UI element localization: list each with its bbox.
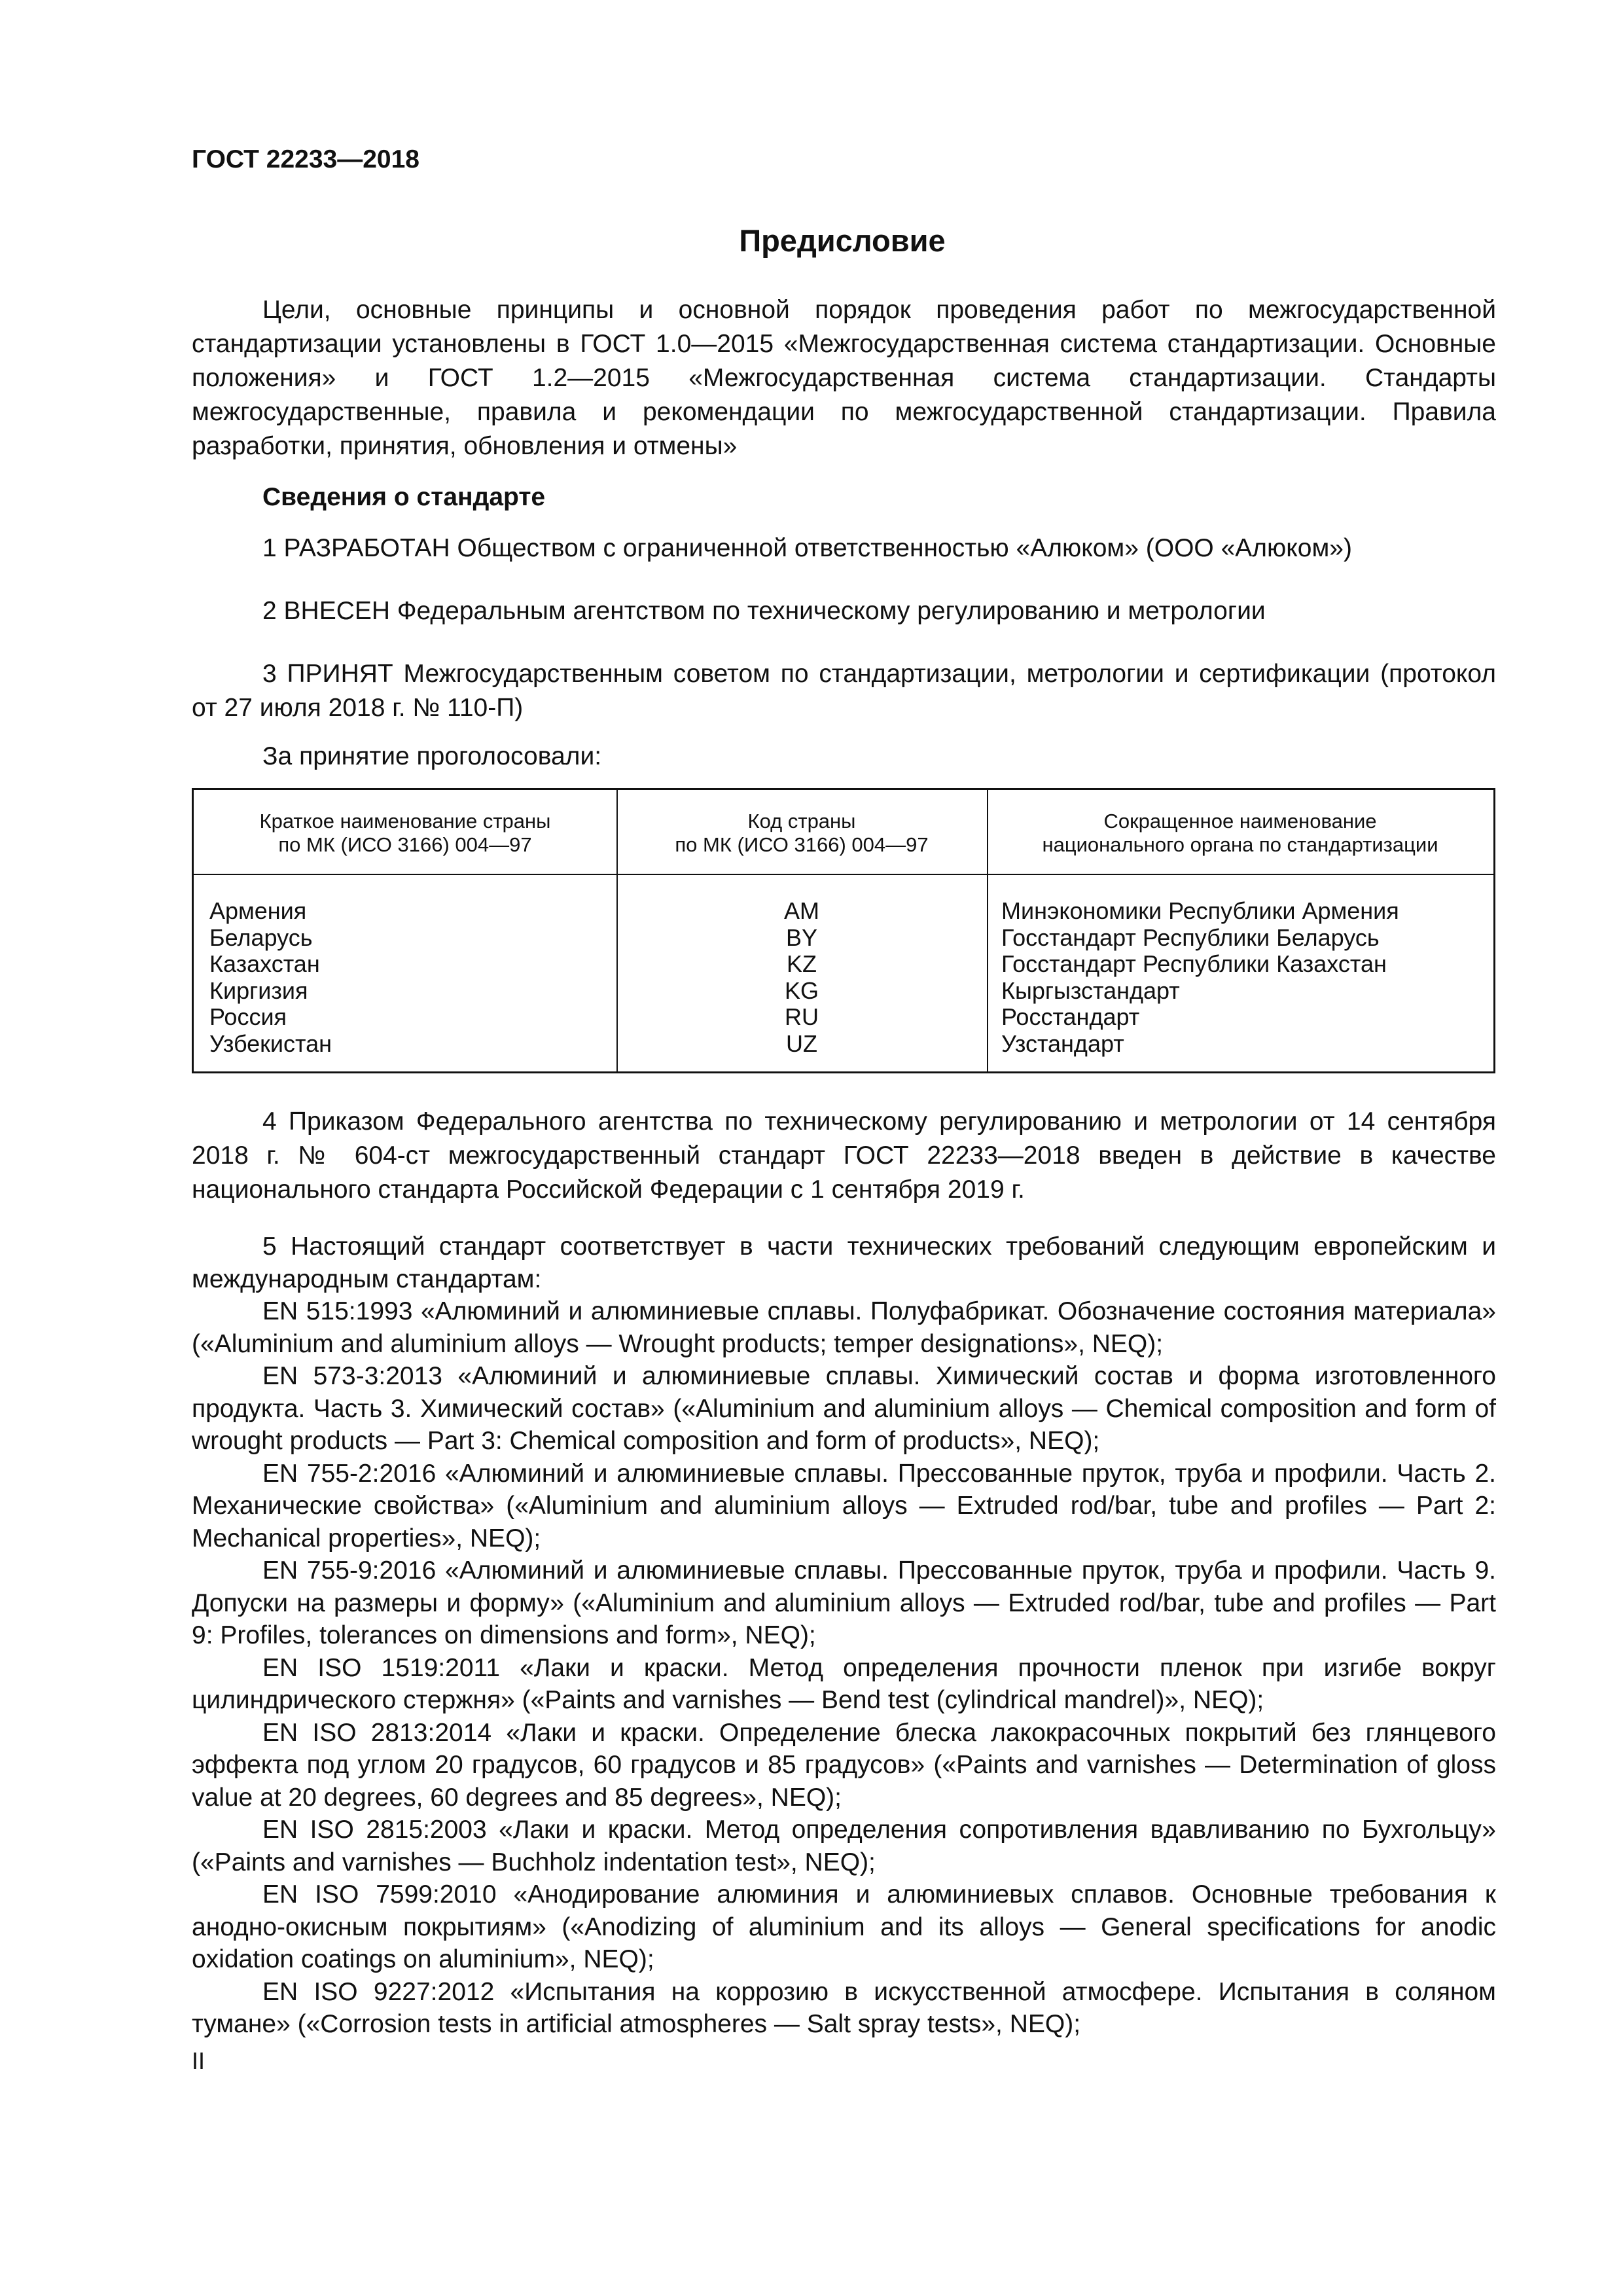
intro-paragraph: Цели, основные принципы и основной порядок проведения работ по межгосударственной стандартизации установлены в ГОСТ 1.0—2015 «Межгосударственная система стандартизации. Основные положения» и ГОСТ 1.2—2015 «Межгосударственная система стандартизации. Стандарты межгосударственные, правила и рекомендации по межгосударственной стандартизации. Правила разработки, принятия, обновления и отмены» (192, 296, 1496, 460)
table-cell-code: RU (785, 1003, 819, 1030)
table-cell-country: Казахстан (209, 950, 320, 977)
document-number: ГОСТ 22233—2018 (192, 145, 419, 173)
standard-item: EN ISO 2813:2014 «Лаки и краски. Определение блеска лакокрасочных покрытий без глянцевого эффекта под углом 20 градусов, 60 градусов и 85 градусов» («Paints and varnishes — Determination of gloss value at 20 degrees, 60 degrees and 85 degrees», NEQ); (192, 1718, 1496, 1812)
info-item-1: 1 РАЗРАБОТАН Обществом с ограниченной ответственностью «Алюком» (ООО «Алюком») (262, 534, 1352, 562)
table-column-code (616, 898, 987, 1057)
table-cell-body: Узстандарт (1001, 1030, 1124, 1057)
info-item-2: 2 ВНЕСЕН Федеральным агентством по техническому регулированию и метрологии (262, 597, 1266, 625)
table-header-country: Краткое наименование страны по МК (ИСО 3166) 004—97 (259, 810, 551, 856)
table-cell-code: UZ (786, 1030, 817, 1057)
table-cell-country: Россия (209, 1003, 287, 1030)
table-cell-body: Госстандарт Республики Беларусь (1001, 924, 1380, 951)
table-column-country (209, 898, 602, 1057)
page-number: II (192, 2047, 205, 2074)
table-cell-code: AM (784, 897, 819, 924)
table-cell-country: Узбекистан (209, 1030, 332, 1057)
info-item-4: 4 Приказом Федерального агентства по техническому регулированию и метрологии от 14 сентября 2018 г. № 604-ст межгосударственный стандарт ГОСТ 22233—2018 введен в действие в качестве национального стандарта Российской Федерации с 1 сентября 2019 г. (192, 1107, 1496, 1204)
info-item-3: 3 ПРИНЯТ Межгосударственным советом по стандартизации, метрологии и сертификации (протокол от 27 июля 2018 г. № 110-П) (192, 660, 1496, 722)
standards-list (192, 1230, 1496, 2041)
standard-item: EN 755-9:2016 «Алюминий и алюминиевые сплавы. Прессованные пруток, труба и профили. Часть 9. Допуски на размеры и форму» («Aluminium and aluminium alloys — Extruded rod/bar, tube and profiles — Part 9: Profiles, tolerances on dimensions and form», NEQ); (192, 1556, 1496, 1649)
standard-item: EN 755-2:2016 «Алюминий и алюминиевые сплавы. Прессованные пруток, труба и профили. Часть 2. Механические свойства» («Aluminium and aluminium alloys — Extruded rod/bar, tube and profiles — Part 2: Mechanical properties», NEQ); (192, 1459, 1496, 1552)
table-cell-body: Росстандарт (1001, 1003, 1140, 1030)
standard-item: EN ISO 9227:2012 «Испытания на коррозию в искусственной атмосфере. Испытания в соляном тумане» («Corrosion tests in artificial atmospheres — Salt spray tests», NEQ); (192, 1977, 1496, 2038)
voted-label: За принятие проголосовали: (262, 742, 602, 770)
table-cell-body: Госстандарт Республики Казахстан (1001, 950, 1387, 977)
table-header-divider (194, 874, 1493, 875)
table-header-body: Сокращенное наименование национального органа по стандартизации (1042, 810, 1438, 856)
standard-item: EN ISO 1519:2011 «Лаки и краски. Метод определения прочности пленок при изгибе вокруг цилиндрического стержня» («Paints and varnishes — Bend test (cylindrical mandrel)», NEQ); (192, 1653, 1496, 1714)
table-column-body (1001, 898, 1486, 1057)
standard-item: EN 573-3:2013 «Алюминий и алюминиевые сплавы. Химический состав и форма изготовленного продукта. Часть 3. Химический состав» («Aluminium and aluminium alloys — Chemical composition and form of wrought products — Part 3: Chemical composition and form of products», NEQ); (192, 1362, 1496, 1455)
page-title: Предисловие (739, 223, 946, 258)
table-cell-country: Беларусь (209, 924, 313, 951)
standard-item: EN ISO 2815:2003 «Лаки и краски. Метод определения сопротивления вдавливанию по Бухгольцу» («Paints and varnishes — Buchholz indentation test», NEQ); (192, 1816, 1496, 1876)
countries-table (192, 788, 1495, 1073)
standard-info-heading: Сведения о стандарте (262, 483, 546, 511)
table-cell-body: Кыргызстандарт (1001, 977, 1180, 1004)
info-item-5: 5 Настоящий стандарт соответствует в части технических требований следующим европейским и международным стандартам: (192, 1232, 1496, 1293)
table-header-code: Код страны по МК (ИСО 3166) 004—97 (675, 810, 929, 856)
table-cell-body: Минэкономики Республики Армения (1001, 897, 1399, 924)
standard-item: EN ISO 7599:2010 «Анодирование алюминия и алюминиевых сплавов. Основные требования к анодно-окисным покрытиям» («Anodizing of aluminium and its alloys — General specifications for anodic oxidation coatings on aluminium», NEQ); (192, 1880, 1496, 1973)
table-cell-code: KZ (786, 950, 817, 977)
table-cell-country: Киргизия (209, 977, 308, 1004)
table-cell-code: BY (785, 924, 818, 951)
table-cell-code: KG (784, 977, 819, 1004)
standard-item: EN 515:1993 «Алюминий и алюминиевые сплавы. Полуфабрикат. Обозначение состояния материала» («Aluminium and aluminium alloys — Wrought products; temper designations», NEQ); (192, 1297, 1496, 1358)
table-cell-country: Армения (209, 897, 307, 924)
